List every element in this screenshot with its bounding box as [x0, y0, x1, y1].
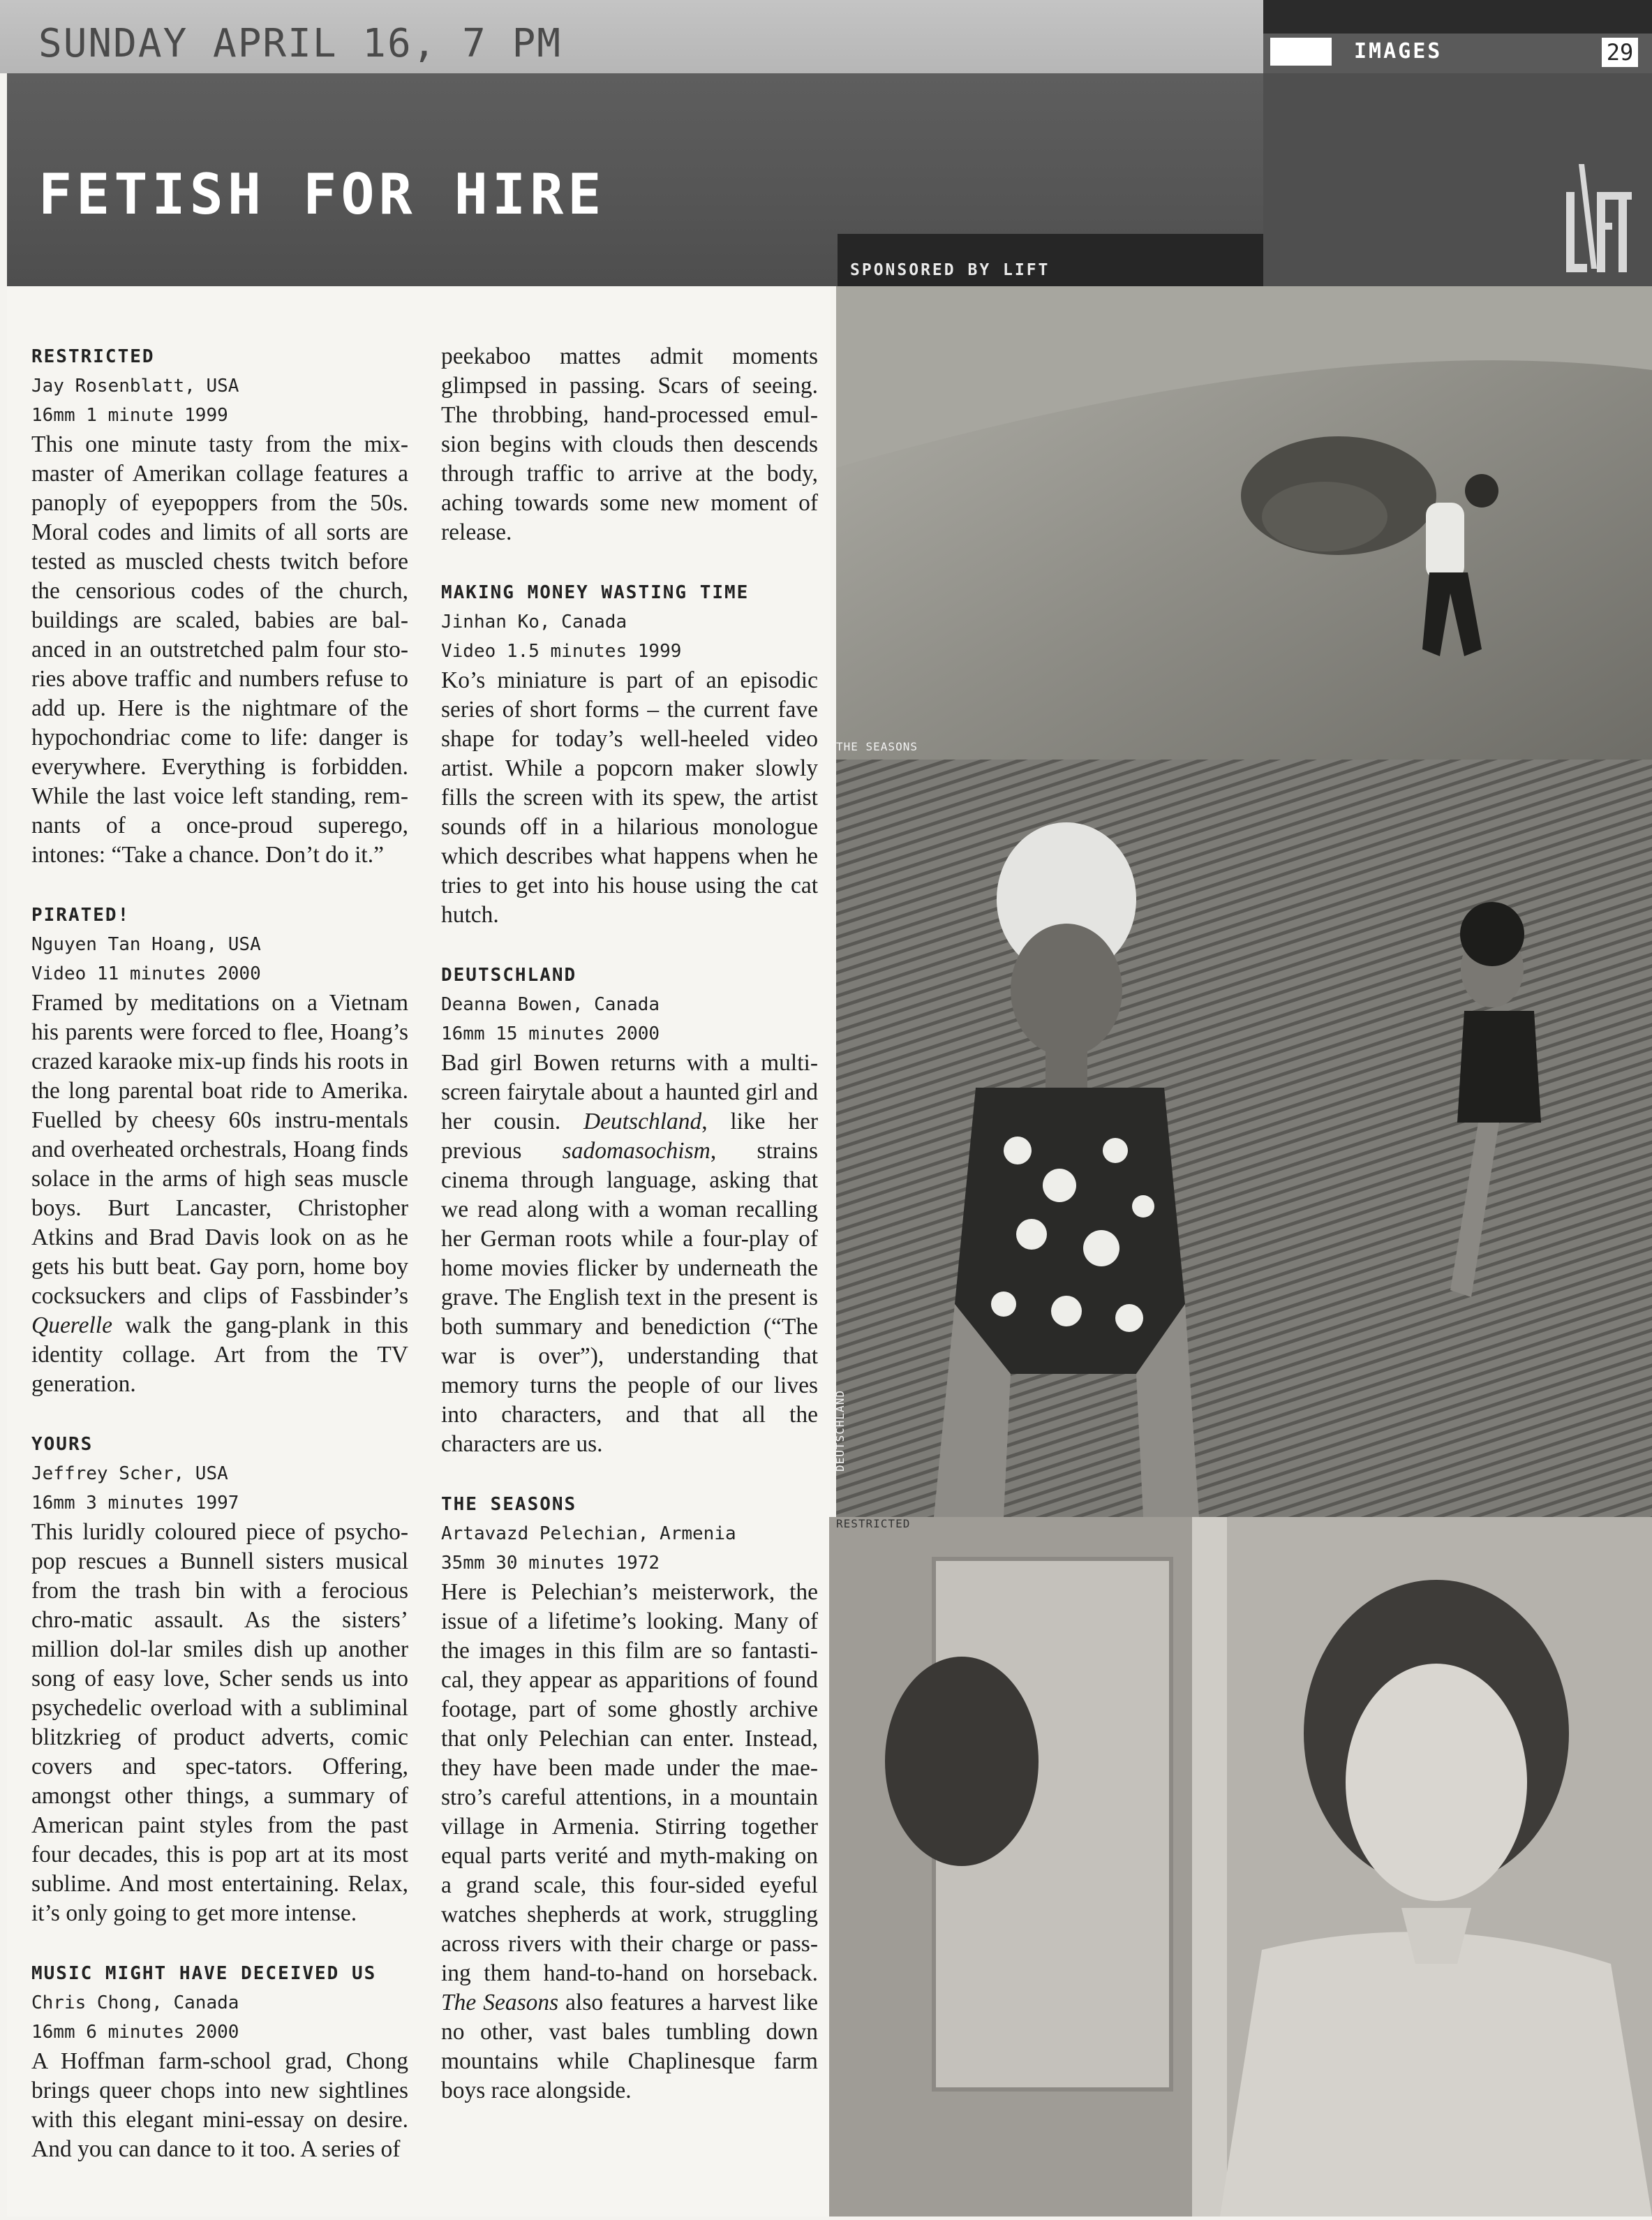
film-still-woman: [829, 1517, 1652, 2217]
film-title: YOURS: [31, 1434, 94, 1455]
film-format: 16mm 3 minutes 1997: [31, 1493, 239, 1514]
film-title: PIRATED!: [31, 905, 131, 926]
film-title: MUSIC MIGHT HAVE DECEIVED US: [31, 1963, 377, 1984]
film-entry-pirated: [31, 901, 408, 1399]
film-title: DEUTSCHLAND: [441, 965, 577, 986]
film-title: RESTRICTED: [31, 346, 155, 367]
column-left: [31, 342, 408, 2195]
film-format: 16mm 6 minutes 2000: [31, 2022, 239, 2043]
film-entry-making-money-wasting-time: [441, 578, 818, 930]
description-text: Framed by meditations on a Vietnam his parents were forced to flee, Hoang’s crazed karaoke mix-up finds his roots in the long parental boat ride to Amerika. Fuelled by cheesy 60s instru-mentals and overheated orchestrals, Hoang finds solace in the arms of high seas muscle boys. Burt Lancaster, Christopher Atkins and Brad Davis look on as he gets his butt beat. Gay porn, home boy cocksuckers and clips of Fassbinder’s: [31, 990, 408, 1309]
description-text: , like her previous: [441, 1109, 818, 1164]
section-marker: [1270, 38, 1332, 66]
sponsor-label: SPONSORED BY LIFT: [850, 261, 1050, 279]
film-entry-continued: [441, 342, 818, 547]
event-date: SUNDAY APRIL 16, 7 PM: [38, 21, 563, 66]
page-title: FETISH FOR HIRE: [38, 162, 606, 227]
film-reference: The Seasons: [441, 1990, 559, 2015]
film-entry-the-seasons: [441, 1490, 818, 2106]
film-format: 16mm 15 minutes 2000: [441, 1023, 660, 1044]
description-text: Bad girl Bowen returns with a multi-screen fairytale about a haunted girl and her cousin.: [441, 1050, 818, 1134]
column-middle: [441, 342, 818, 2136]
film-description-continued: peekaboo mattes admit moments glimpsed in passing. Scars of seeing. The throbbing, hand-processed emul-sion begins with clouds then descends through traffic to arrive at the body, aching towards some new moment of release.: [441, 343, 818, 545]
page-number: 29: [1602, 38, 1638, 67]
film-title: THE SEASONS: [441, 1494, 577, 1515]
film-description: A Hoffman farm-school grad, Chong brings queer chops into new sightlines with this elegant mini-essay on desire. And you can dance to it too. A series of: [31, 2048, 408, 2162]
film-description: This one minute tasty from the mix-master of Amerikan collage features a panoply of eyepoppers from the 50s. Moral codes and limits of all sorts are tested as muscled chests twitch before the censorious codes of the church, buildings are scaled, babies are bal-anced in an outstretched palm four sto-ries above traffic and numbers refuse to add up. Here is the nightmare of the hypochondriac come to life: danger is everywhere. Everything is forbidden. While the last voice left standing, rem-nants of a once-proud superego, intones: “Take a chance. Don’t do it.”: [31, 431, 408, 868]
lift-logo-icon: [1563, 164, 1633, 276]
film-still-hillside: [836, 286, 1652, 760]
film-format: 35mm 30 minutes 1972: [441, 1553, 660, 1574]
hillside-photo-image: [836, 286, 1652, 760]
woman-photo-image: [829, 1517, 1652, 2217]
film-reference: Deutschland: [583, 1109, 702, 1134]
description-text: walk the gang-plank in this identity collage. Art from the TV generation.: [31, 1312, 408, 1397]
film-maker: Nguyen Tan Hoang, USA: [31, 934, 261, 955]
film-maker: Artavazd Pelechian, Armenia: [441, 1523, 736, 1544]
film-description: Ko’s miniature is part of an episodic series of short forms – the current fave shape for today’s well-heeled video artist. While a popcorn maker slowly fills the screen with its spew, the artist sounds off in a hilarious monologue which describes what happens when he tries to get into his house using the cat hutch.: [441, 667, 818, 928]
film-maker: Jeffrey Scher, USA: [31, 1463, 228, 1484]
film-reference: sadomasochism: [562, 1138, 710, 1164]
film-description: [441, 1049, 818, 1459]
section-label: IMAGES: [1354, 39, 1443, 64]
film-entry-deutschland: [441, 961, 818, 1459]
photo-caption: DEUTSCHLAND: [833, 1390, 847, 1472]
description-text: , strains cinema through language, asking that we read along with a woman recalling her German roots while a four-play of home movies flicker by underneath the grave. The English text in the present is both summary and benediction (“The war is over”), understanding that memory turns the people of our lives into characters, and that all the characters are us.: [441, 1138, 818, 1457]
film-entry-restricted: [31, 342, 408, 870]
bathers-photo-image: [836, 760, 1652, 1517]
film-maker: Chris Chong, Canada: [31, 1992, 239, 2013]
photo-caption: THE SEASONS: [836, 740, 918, 753]
film-still-bathers: [833, 760, 1652, 1517]
film-format: 16mm 1 minute 1999: [31, 405, 228, 426]
film-title: MAKING MONEY WASTING TIME: [441, 582, 750, 603]
film-description: [31, 989, 408, 1399]
film-maker: Deanna Bowen, Canada: [441, 994, 660, 1015]
film-format: Video 11 minutes 2000: [31, 963, 261, 984]
film-description: This luridly coloured piece of psycho-pop rescues a Bunnell sisters musical from the trash bin with a ferocious chro-matic assault. As the sisters’ million dol-lar smiles dish up another song of easy love, Scher sends us into psychedelic overload with a subliminal blitzkrieg of product adverts, comic covers and spec-tators. Offering, amongst other things, a summary of American paint styles from the past four decades, this is pop art at its most sublime. And most entertaining. Relax, it’s only going to get more intense.: [31, 1519, 408, 1926]
film-entry-yours: [31, 1430, 408, 1928]
film-format: Video 1.5 minutes 1999: [441, 641, 682, 662]
photo-caption: RESTRICTED: [836, 1517, 911, 1530]
film-maker: Jay Rosenblatt, USA: [31, 376, 239, 397]
film-maker: Jinhan Ko, Canada: [441, 612, 627, 632]
film-description: [441, 1578, 818, 2106]
description-text: also features a harvest like no other, vast bales tumbling down mountains while Chaplinesque farm boys race alongside.: [441, 1990, 818, 2103]
film-reference: Querelle: [31, 1312, 112, 1338]
film-entry-music-might-have-deceived-us: [31, 1959, 408, 2164]
description-text: Here is Pelechian’s meisterwork, the issue of a lifetime’s looking. Many of the images in this film are so fantasti-cal, they appear as apparitions of found footage, part of some ghostly archive that only Pelechian can enter. Instead, they have been made under the mae-stro’s careful attentions, in a mountain village in Armenia. Stirring together equal parts verité and myth-making on a grand scale, this four-sided eyeful watches shepherds at work, struggling across rivers with their charge or pass-ing them hand-to-hand on horseback.: [441, 1579, 818, 1986]
